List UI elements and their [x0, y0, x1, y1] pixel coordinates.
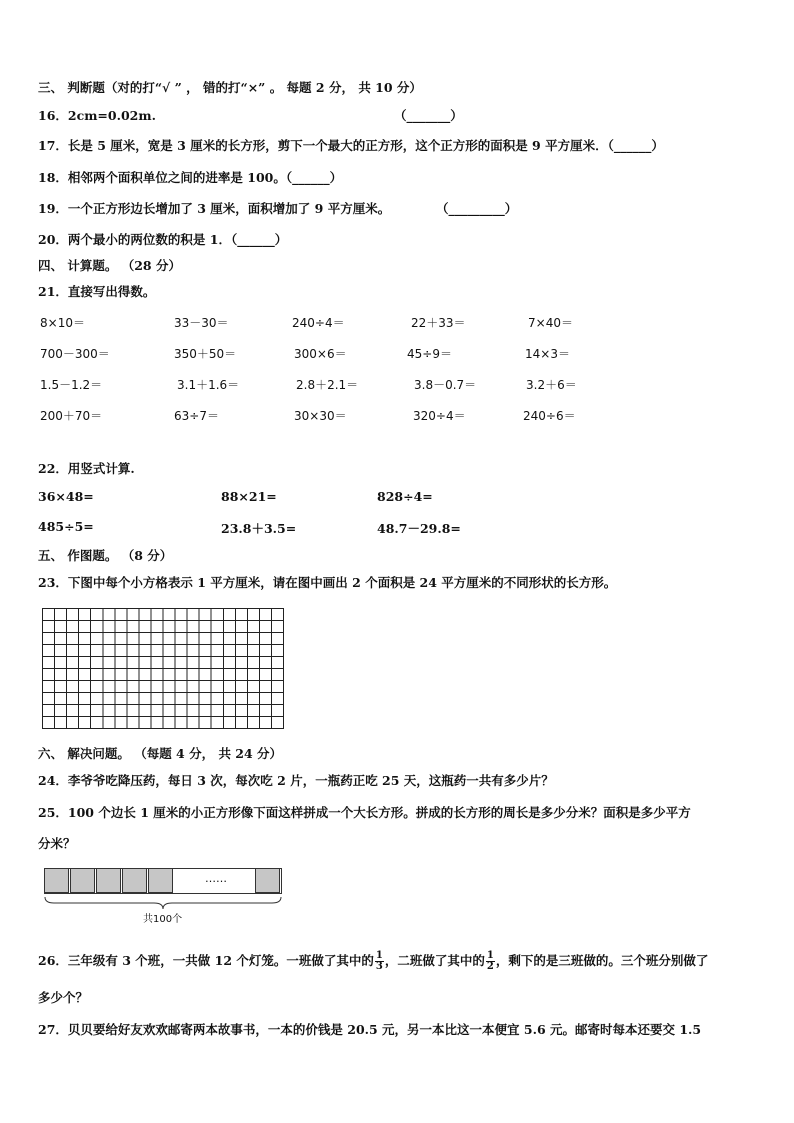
calc-item: 320÷4＝	[413, 409, 466, 423]
calc-item: 8×10＝	[40, 316, 85, 330]
question-25-line1: 25．100 个边长 1 厘米的小正方形像下面这样拼成一个大长方形。拼成的长方形的周长是多少分米？面积是多少平方	[38, 805, 691, 820]
strip-outline	[44, 868, 282, 894]
q26-text-part1: 26．三年级有 3 个班，一共做 12 个灯笼。一班做了其中的	[38, 953, 374, 968]
question-25-line2: 分米？	[38, 836, 76, 851]
calc-item: 45÷9＝	[407, 347, 452, 361]
calc-item: 33－30＝	[174, 316, 229, 330]
question-21-title: 21．直接写出得数。	[38, 284, 156, 299]
question-17: 17．长是 5 厘米，宽是 3 厘米的长方形，剪下一个最大的正方形，这个正方形的面积是 9 平方厘米．（______）	[38, 138, 664, 153]
question-26-line2: 多少个？	[38, 990, 89, 1005]
question-22-title: 22．用竖式计算.	[38, 461, 135, 476]
vertical-calc-item: 48.7－29.8=	[377, 521, 461, 536]
fraction-numerator: 1	[375, 950, 383, 961]
calc-item: 200＋70＝	[40, 409, 103, 423]
fraction-denominator: 3	[375, 961, 383, 972]
calc-item: 30×30＝	[294, 409, 347, 423]
vertical-calc-item: 23.8＋3.5=	[221, 521, 297, 536]
calc-item: 63÷7＝	[174, 409, 219, 423]
calc-item: 3.2＋6＝	[526, 378, 577, 392]
brace-label: 共100个	[143, 914, 183, 925]
vertical-calc-item: 828÷4=	[377, 489, 433, 504]
calc-item: 300×6＝	[294, 347, 347, 361]
calc-item: 700－300＝	[40, 347, 110, 361]
calc-item: 350＋50＝	[174, 347, 237, 361]
vertical-calc-item: 485÷5=	[38, 519, 94, 534]
q26-text-part3: ，剩下的是三班做的。三个班分别做了	[495, 953, 709, 968]
fraction-one-half	[486, 951, 495, 972]
strip-ellipsis: ……	[205, 872, 227, 885]
calc-item: 2.8＋2.1＝	[296, 378, 359, 392]
fraction-one-third	[375, 951, 384, 972]
question-18: 18．相邻两个面积单位之间的进率是 100。（______）	[38, 170, 343, 185]
question-16: 16．2cm=0.02m.	[38, 108, 156, 123]
question-19: 19．一个正方形边长增加了 3 厘米，面积增加了 9 平方厘米。	[38, 201, 391, 216]
square-grid[interactable]	[42, 608, 284, 729]
calc-item: 3.8－0.7＝	[414, 378, 477, 392]
calc-item: 3.1＋1.6＝	[177, 378, 240, 392]
vertical-calc-item: 88×21=	[221, 489, 277, 504]
calc-item: 22＋33＝	[411, 316, 466, 330]
question-24: 24．李爷爷吃降压药，每日 3 次，每次吃 2 片，一瓶药正吃 25 天，这瓶药一共有多少片？	[38, 773, 554, 788]
answer-blank-16[interactable]: （_______）	[394, 108, 463, 123]
section5-heading: 五、 作图题。 （8 分）	[38, 548, 173, 563]
fraction-numerator: 1	[486, 950, 494, 961]
vertical-calc-item: 36×48=	[38, 489, 94, 504]
fraction-denominator: 2	[486, 961, 494, 972]
question-26-line1	[38, 951, 708, 972]
q26-text-part2: ，二班做了其中的	[384, 953, 485, 968]
question-27: 27．贝贝要给好友欢欢邮寄两本故事书，一本的价钱是 20.5 元，另一本比这一本便宜 5.6 元。邮寄时每本还要交 1.5	[38, 1022, 702, 1037]
calc-item: 240÷4＝	[292, 316, 345, 330]
calc-item: 7×40＝	[528, 316, 573, 330]
calc-item: 14×3＝	[525, 347, 570, 361]
answer-blank-19[interactable]: （_________）	[436, 201, 518, 216]
section4-heading: 四、 计算题。 （28 分）	[38, 258, 181, 273]
brace-icon	[44, 896, 282, 910]
calc-item: 1.5－1.2＝	[40, 378, 103, 392]
square-strip-diagram	[44, 868, 282, 924]
question-20: 20．两个最小的两位数的积是 1．（______）	[38, 232, 288, 247]
calc-item: 240÷6＝	[523, 409, 576, 423]
section3-heading: 三、 判断题（对的打“√ ” ， 错的打“×” 。 每题 2 分， 共 10 分）	[38, 80, 422, 95]
question-23: 23．下图中每个小方格表示 1 平方厘米，请在图中画出 2 个面积是 24 平方厘米的不同形状的长方形。	[38, 575, 617, 590]
section6-heading: 六、 解决问题。 （每题 4 分， 共 24 分）	[38, 746, 283, 761]
